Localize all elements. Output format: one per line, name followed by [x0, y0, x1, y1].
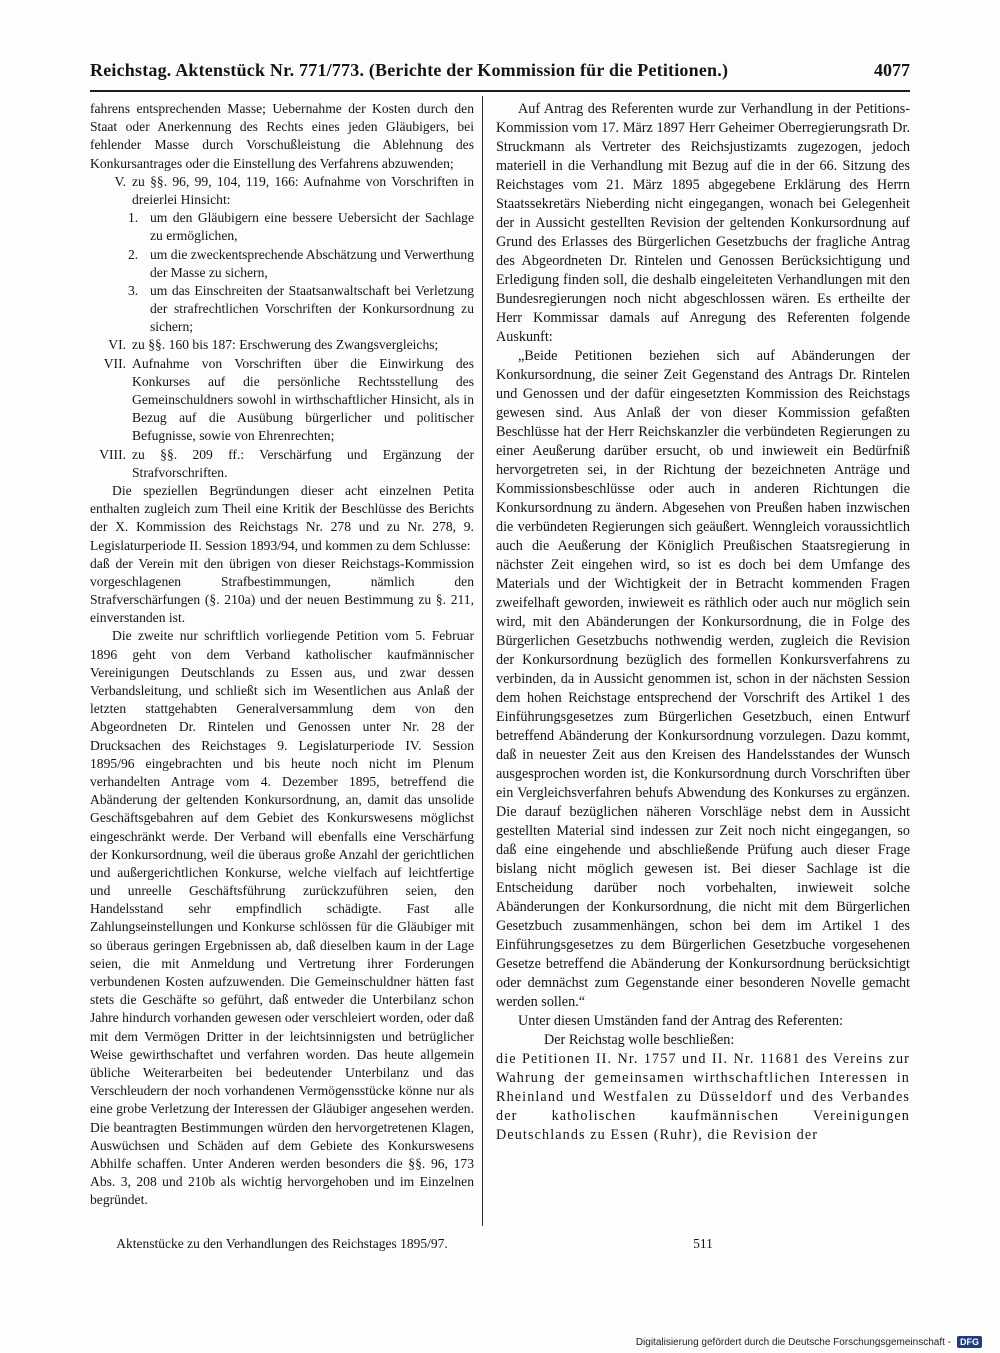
enum-number: VIII.	[99, 446, 126, 462]
credit-text: Digitalisierung gefördert durch die Deutsche Forschungsgemeinschaft -	[635, 1336, 951, 1348]
sub-text: um das Einschreiten der Staatsanwaltschaft bei Verletzung der strafrechtlichen Vorschriften der Konkursordnung zu sichern;	[150, 282, 474, 335]
enum-number: VI.	[108, 337, 126, 353]
right-paragraph-2: Unter diesen Umständen fand der Antrag des Referenten:	[518, 1013, 844, 1029]
sub-text: um den Gläubigern eine bessere Uebersicht der Sachlage zu ermöglichen,	[150, 210, 474, 244]
column-divider	[482, 96, 483, 1226]
header-title: Reichstag. Aktenstück Nr. 771/773. (Berichte der Kommission für die Petitionen.)	[90, 60, 729, 80]
header-rule	[90, 90, 910, 92]
enum-item-vii	[90, 355, 474, 446]
left-paragraph-2: Die zweite nur schriftlich vorliegende Petition vom 5. Februar 1896 geht von dem Verband katholischer kaufmännischer Vereinigungen Deutschlands zu Essen aus, und zwar dessen Verbandsleitung, und schließt sich im Wesentlichen aus Anlaß der letzten stattgehabten Generalversammlung dem von den Abgeordneten Dr. Rintelen und Genossen unter Nr. 28 der Drucksachen des Reichstages 9. Legislaturperiode IV. Session 1895/96 eingebrachten und bis heute noch nicht im Plenum verhandelten Antrage vom 4. Dezember 1895, betreffend die Abänderung der geltenden Konkursordnung, an, damit das unsolide Geschäftsgebahren auf dem Gebiet des Konkurswesens möglichst eingeschränkt werde. Der Verband will ebenfalls eine Verschärfung der Konkursordnung, weil die überaus große Anzahl der gerichtlichen und außergerichtlichen Konkurse, welche vielfach auf leichtfertige und unreelle Geschäftsführung zurückzuführen seien, den Handelsstand sehr empfindlich schädigte. Fast alle Zahlungseinstellungen und Konkurse schlössen für die Gläubiger mit so überaus geringen Ergebnissen ab, daß dieselben kaum in der Lage seien, die mit Anmeldung und Vertretung ihrer Forderungen verbundenen Kosten aufzuwenden. Die Gemeinschuldner hätten fast stets die Geschäfte so geführt, daß entweder die Unterbilanz schon Jahre hindurch vorhanden gewesen oder verschleiert worden, oder daß mit dem Vermögen Dritter in der leichtsinnigsten und betrüglicher Weise gewirthschaftet und verfahren worden. Das heute allgemein übliche Weiterarbeiten bei bedeutender Unterbilanz und das Verschleudern der noch vorhandenen Vermögensstücke könne nur als eine grobe Verletzung der Interessen der Gläubiger angesehen werden. Die beantragten Bestimmungen würden den hervorgetretenen Klagen, Auswüchsen und Schäden auf dem Gebiete des Konkurswesens Abhilfe schaffen. Unter Anderen werden besonders die §§. 96, 173 Abs. 3, 208 und 210b als wichtig hervorgehoben und im Einzelnen begründet.	[90, 628, 474, 1208]
enum-item-viii	[90, 446, 474, 482]
sub-number: 2.	[128, 246, 139, 262]
header-page-number: 4077	[874, 60, 910, 80]
left-intro-paragraph: fahrens entsprechenden Masse; Uebernahme der Kosten durch den Staat oder Anerkennung des Rechts eines jeden Gläubigers, bei fehlender Masse durch Vorschußleistung die Ablehnung des Konkursantrages oder die Einstellung des Verfahrens abzuwenden;	[90, 101, 474, 171]
sub-item	[128, 209, 474, 245]
left-paragraph-1: Die speziellen Begründungen dieser acht einzelnen Petita enthalten zugleich zum Theil eine Kritik der Beschlüsse des Berichts der X. Kommission des Reichstags Nr. 278 und zu Nr. 278, 9. Legislaturperiode II. Session 1893/94, und kommen zu dem Schlusse:	[90, 482, 474, 553]
enum-number: VII.	[103, 355, 126, 371]
sub-item	[128, 246, 474, 282]
footer-publication: Aktenstücke zu den Verhandlungen des Reichstages 1895/97.	[116, 1236, 448, 1251]
enum-text: zu §§. 209 ff.: Verschärfung und Ergänzung der Strafvorschriften.	[132, 446, 474, 480]
sub-number: 3.	[128, 282, 139, 298]
right-quotation: „Beide Petitionen beziehen sich auf Abänderungen der Konkursordnung, die seiner Zeit Gegenstand des Antrags Dr. Rintelen und Genossen und der dafür eingesetzten Kommission des Reichstags gewesen sind. Aus Anlaß der von dieser Kommission gefaßten Beschlüsse hat der Herr Reichskanzler die verbündeten Regierungen zu einer Aeußerung darüber ersucht, ob und inwieweit ein Bedürfniß hervorgetreten sei, in der Richtung der bezeichneten Anträge und Kommissionsbeschlüsse oder auch in anderen Richtungen die Konkursordnung zu ändern. Abgesehen von Preußen haben inzwischen die verbündeten Regierungen sich geäußert. Wenngleich voraussichtlich auch die Aeußerung der Königlich Preußischen Staatsregierung in nächster Zeit eingehen wird, so ist es doch bei dem Umfange des Materials und der Wichtigkeit der in Betracht kommenden Fragen zweifelhaft geworden, inwieweit es räthlich oder auch nur möglich sein wird, mit den Abänderungen der Konkursordnung, die in Folge des Bürgerlichen Gesetzbuchs nothwendig werden, zugleich die Revision der Konkursordnung bezüglich des formellen Konkursverfahrens zu verbinden, da in Aussicht genommen ist, schon in der nächsten Session dem hohen Reichstage entsprechend der Vorschrift des Artikel 1 des Einführungsgesetzes zum Bürgerlichen Gesetzbuch, einen Entwurf betreffend Abänderung der Konkursordnung vorzulegen. Dazu kommt, daß in neuester Zeit aus den Kreisen des Handelsstandes der Wunsch ausgesprochen worden ist, die Konkursordnung durch Vorschriften über ein Vergleichsverfahren behufs Abwendung des Konkurses zu ergänzen. Die darauf bezüglichen näheren Vorschläge nebst dem in Aussicht gestellten Material sind indessen zur Zeit noch nicht eingegangen, so daß eine eingehende und abschließende Prüfung auch dieser Frage bislang nicht möglich gewesen ist. Bei dieser Sachlage ist die Entscheidung darüber noch vorbehalten, inwieweit solche Abänderungen der Konkursordnung, die nicht mit dem Bürgerlichen Gesetzbuch zusammenhängen, schon bei dem im Artikel 1 des Einführungsgesetzes zu dem Bürgerlichen Gesetzbuche vorgesehenen Gesetze betreffend die Abänderung der Konkursordnung berücksichtigt oder demnächst zum Gegenstande einer besonderen Novelle gemacht werden sollen.“	[496, 348, 910, 1010]
sub-item	[128, 282, 474, 337]
digitization-credit	[636, 1336, 982, 1348]
motion-text: die Petitionen II. Nr. 1757 und II. Nr. 11681 des Vereins zur Wahrung der gemeinsamen wirthschaftlichen Interessen in Rheinland und Westfalen zu Düsseldorf und des Verbandes der katholischen kaufmännischen Vereinigungen Deutschlands zu Essen (Ruhr), die Revision der	[496, 1051, 910, 1143]
left-column	[90, 100, 474, 1230]
enum-text: zu §§. 160 bis 187: Erschwerung des Zwangsvergleichs;	[132, 337, 439, 353]
page-header	[90, 60, 910, 88]
sub-number: 1.	[128, 210, 139, 226]
footer-sheet-number: 511	[693, 1236, 713, 1251]
enum-number: V.	[114, 173, 126, 189]
enum-item-vi	[90, 336, 474, 354]
dfg-logo-icon: DFG	[957, 1336, 982, 1348]
motion-heading: Der Reichstag wolle beschließen:	[544, 1032, 735, 1048]
left-block-quote: daß der Verein mit den übrigen von dieser Reichstags-Kommission vorgeschlagenen Strafbestimmungen, nämlich den Strafverschärfungen (§. 210a) und der neuen Bestimmung zu §. 211, einverstanden ist.	[90, 555, 474, 626]
enum-text: Aufnahme von Vorschriften über die Einwirkung des Konkurses auf die persönliche Rechtsstellung des Gemeinschuldners sowohl in wirthschaftlicher Hinsicht, als in Bezug auf die Ausübung bürgerlicher und politischer Befugnisse, sowie von Ehrenrechten;	[132, 355, 474, 444]
enum-item-v	[90, 173, 474, 209]
sub-text: um die zweckentsprechende Abschätzung und Verwerthung der Masse zu sichern,	[150, 246, 474, 280]
enum-text: zu §§. 96, 99, 104, 119, 166: Aufnahme von Vorschriften in dreierlei Hinsicht:	[132, 173, 474, 207]
right-paragraph-1: Auf Antrag des Referenten wurde zur Verhandlung in der Petitions-Kommission vom 17. März 1897 Herr Geheimer Oberregierungsrath Dr. Struckmann als Vertreter des Reichsjustizamts zugezogen, jedoch materiell in die Verhandlung mit Bezug auf die in der 66. Sitzung des Reichstages vom 21. März 1895 abgegebene Erklärung des Herrn Staatssekretärs Nieberding nicht eingegangen, wonach bei Gelegenheit der in Aussicht gestellten Revision der geltenden Konkursordnung auf Grund des Erlasses des Bürgerlichen Gesetzbuchs der fragliche Antrag des Abgeordneten Dr. Rintelen und Genossen Berücksichtigung und Erledigung finden soll, die deshalb eingeleiteten Verhandlungen mit den Bundesregierungen noch nicht abgeschlossen wären. Es ertheilte der Herr Kommissar damals auf Anregung des Referenten folgende Auskunft:	[496, 101, 910, 345]
right-column	[496, 100, 910, 1230]
